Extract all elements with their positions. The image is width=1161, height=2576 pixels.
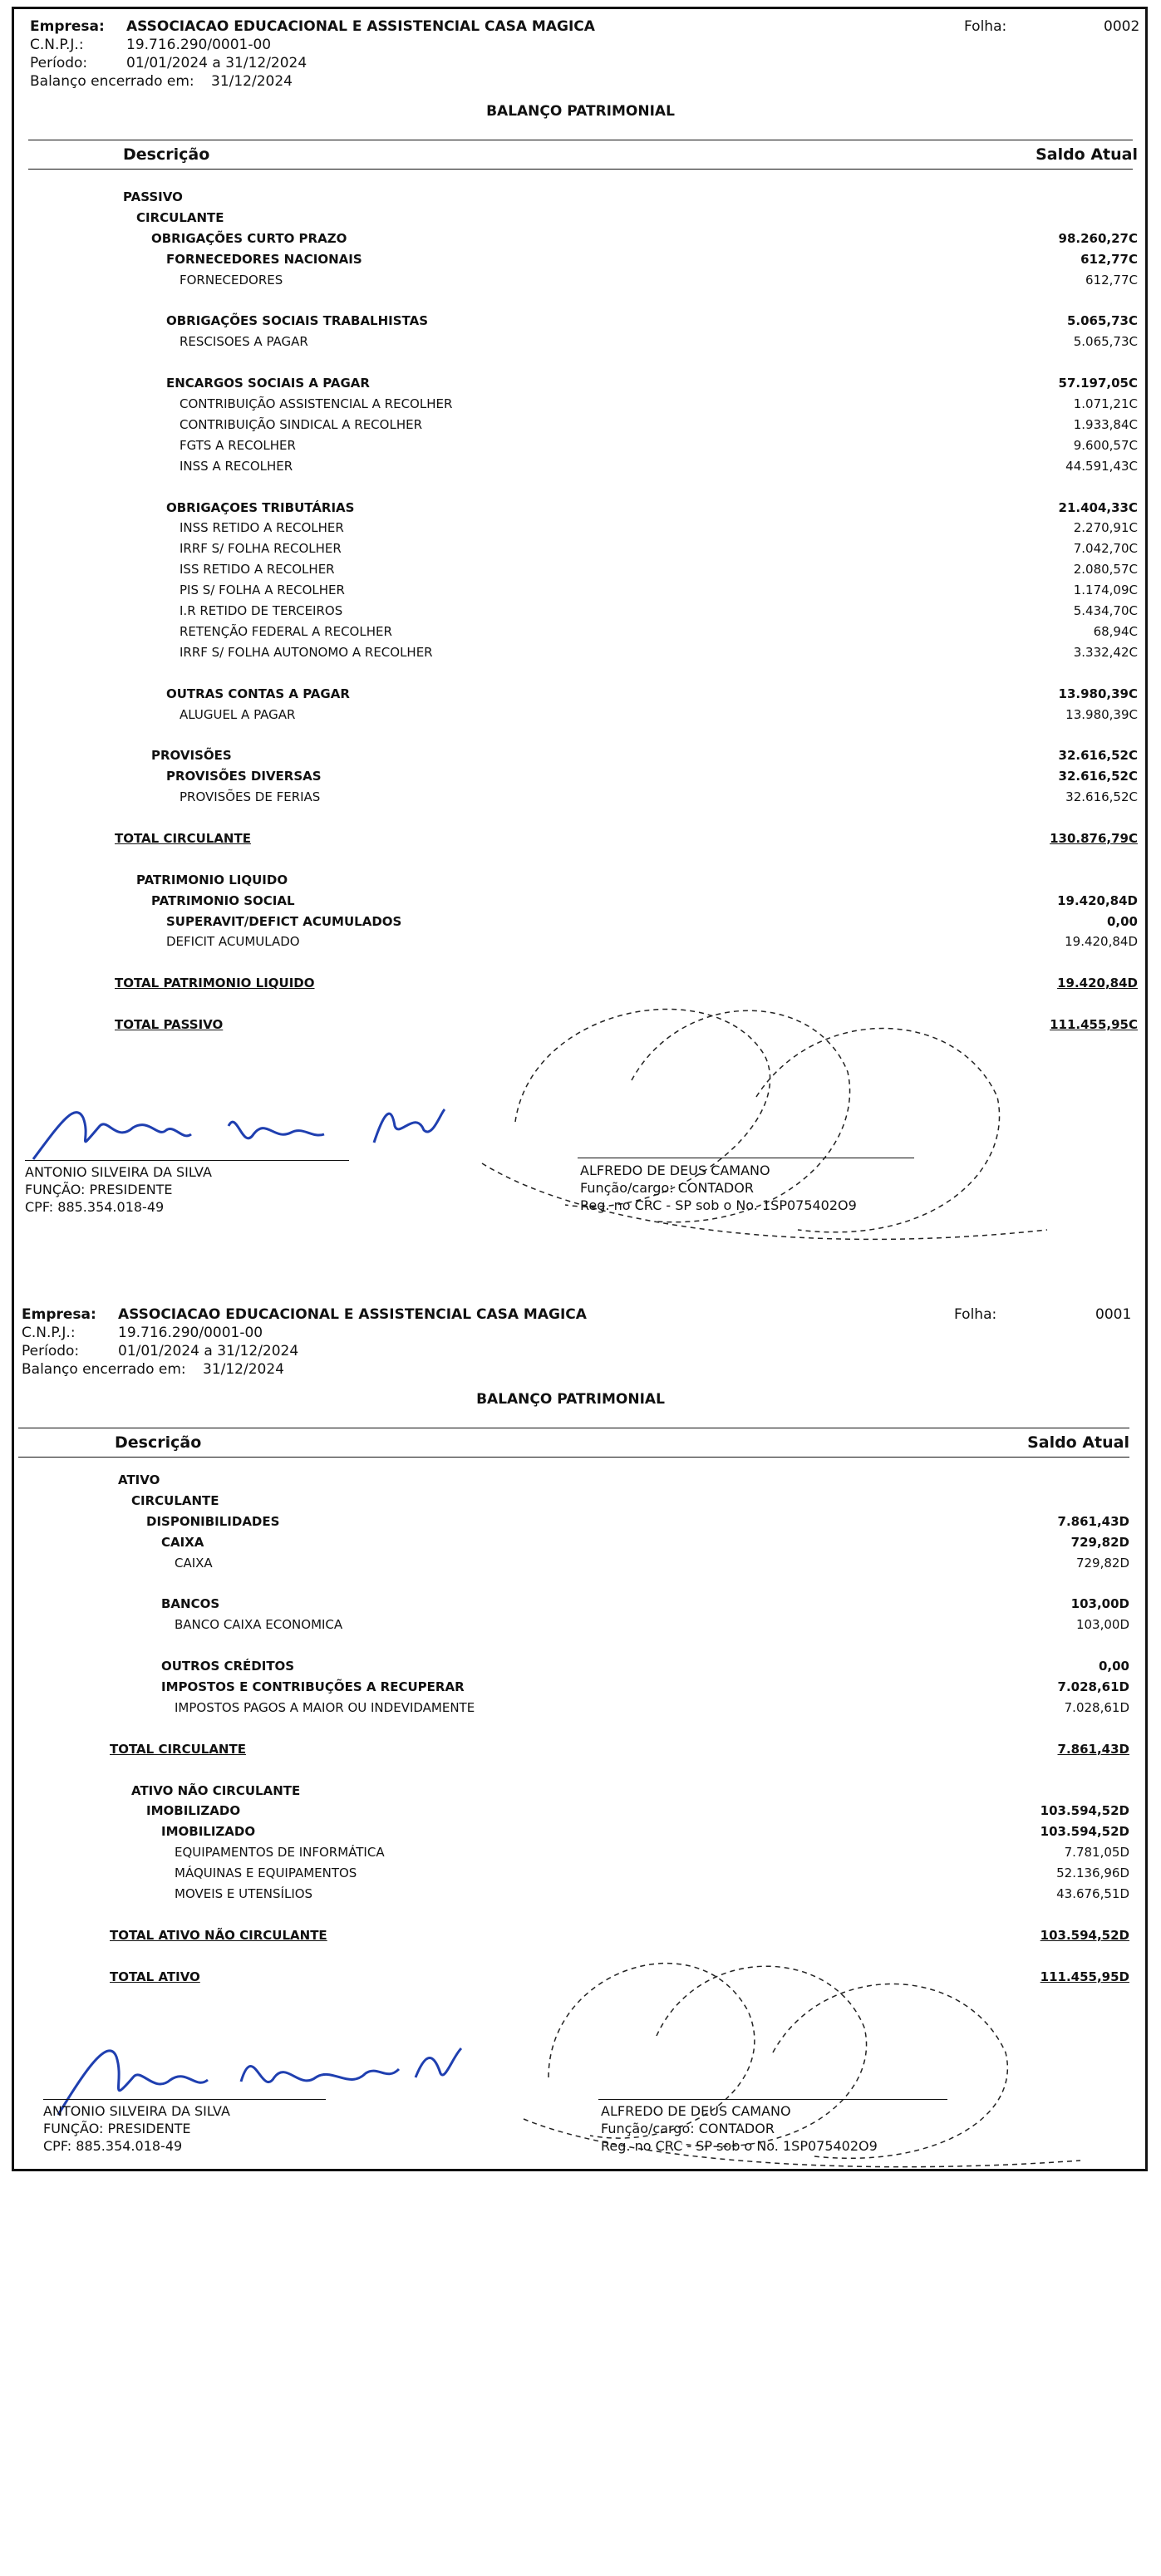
ledger-row	[0, 273, 1161, 294]
row-description: CIRCULANTE	[136, 209, 224, 225]
cnpj-row-2	[22, 1325, 263, 1341]
row-description: DISPONIBILIDADES	[146, 1513, 280, 1529]
periodo-row-2	[22, 1343, 298, 1359]
periodo-row	[30, 55, 307, 71]
row-description: FORNECEDORES NACIONAIS	[166, 251, 362, 267]
row-description: TOTAL PATRIMONIO LIQUIDO	[115, 976, 315, 991]
ledger-row	[0, 1514, 1161, 1536]
folha-number-2: 0001	[1095, 1306, 1132, 1323]
row-saldo: 32.616,52C	[1065, 789, 1138, 805]
encerrado-row	[30, 73, 293, 90]
row-description: INSS A RECOLHER	[180, 458, 293, 474]
row-saldo: 103,00D	[1070, 1596, 1129, 1612]
ledger-row	[0, 210, 1161, 232]
row-saldo: 1.174,09C	[1073, 583, 1138, 598]
periodo-label-2: Período:	[22, 1343, 80, 1359]
row-saldo: 44.591,43C	[1065, 458, 1138, 474]
row-description: FORNECEDORES	[180, 272, 283, 288]
cnpj-value: 19.716.290/0001-00	[126, 37, 272, 53]
row-saldo: 7.781,05D	[1064, 1845, 1129, 1861]
row-description: ISS RETIDO A RECOLHER	[180, 562, 335, 578]
ledger-row	[0, 831, 1161, 853]
sheet-folha-0001	[0, 1296, 1161, 2576]
row-description: EQUIPAMENTOS DE INFORMÁTICA	[175, 1845, 385, 1861]
row-saldo: 9.600,57C	[1073, 437, 1138, 453]
row-description: MOVEIS E UTENSÍLIOS	[175, 1886, 313, 1901]
signer-reg-right: Reg. no CRC - SP sob o No. 1SP075402O9	[580, 1197, 857, 1213]
row-description: TOTAL ATIVO NÃO CIRCULANTE	[110, 1927, 327, 1943]
ledger-row	[0, 189, 1161, 211]
row-saldo: 5.434,70C	[1073, 603, 1138, 618]
signature-alfredo-scribble	[465, 956, 1147, 1271]
ledger-row	[0, 1679, 1161, 1701]
ledger-row	[0, 934, 1161, 956]
row-description: PROVISÕES DIVERSAS	[166, 769, 322, 784]
row-saldo: 7.042,70C	[1073, 541, 1138, 557]
ledger-row	[0, 1556, 1161, 1577]
row-description: CIRCULANTE	[131, 1492, 219, 1508]
encerrado-label: Balanço encerrado em:	[30, 73, 194, 90]
signature-right-block	[580, 1162, 857, 1214]
row-description: ATIVO NÃO CIRCULANTE	[131, 1782, 301, 1798]
row-saldo: 1.933,84C	[1073, 416, 1138, 432]
ledger-row	[0, 1742, 1161, 1763]
ledger-row	[0, 1700, 1161, 1722]
row-description: IMPOSTOS PAGOS A MAIOR OU INDEVIDAMENTE	[175, 1699, 475, 1715]
ledger-row	[0, 1783, 1161, 1805]
signer-name-left-2: ANTONIO SILVEIRA DA SILVA	[43, 2103, 230, 2119]
row-description: SUPERAVIT/DEFICT ACUMULADOS	[166, 913, 402, 929]
signer-cpf-left-2: CPF: 885.354.018-49	[43, 2138, 183, 2154]
row-description: RETENÇÃO FEDERAL A RECOLHER	[180, 623, 392, 639]
row-saldo: 98.260,27C	[1058, 230, 1138, 246]
row-description: CONTRIBUIÇÃO ASSISTENCIAL A RECOLHER	[180, 396, 453, 411]
row-saldo: 111.455,95C	[1050, 1017, 1138, 1032]
row-saldo: 19.420,84D	[1065, 934, 1138, 950]
row-saldo: 21.404,33C	[1058, 499, 1138, 515]
row-description: IMOBILIZADO	[146, 1803, 241, 1819]
ledger-row	[0, 334, 1161, 356]
ledger-row	[0, 520, 1161, 542]
row-saldo: 13.980,39C	[1058, 686, 1138, 701]
ledger-row	[0, 810, 1161, 832]
ledger-row	[0, 1803, 1161, 1825]
ledger-row	[0, 748, 1161, 769]
row-saldo: 612,77C	[1085, 272, 1138, 288]
cnpj-label-2: C.N.P.J.:	[22, 1325, 76, 1341]
row-description: FGTS A RECOLHER	[180, 437, 296, 453]
row-description: IRRF S/ FOLHA RECOLHER	[180, 541, 342, 557]
signer-role-right-2: Função/cargo: CONTADOR	[601, 2121, 775, 2136]
ledger-row	[0, 231, 1161, 253]
signer-name-left: ANTONIO SILVEIRA DA SILVA	[25, 1164, 212, 1180]
cnpj-label: C.N.P.J.:	[30, 37, 84, 53]
ledger-row	[0, 1493, 1161, 1515]
row-description: PROVISÕES	[151, 748, 232, 764]
ledger-row	[0, 396, 1161, 418]
row-description: ALUGUEL A PAGAR	[180, 706, 296, 722]
page-title-2: BALANÇO PATRIMONIAL	[476, 1391, 665, 1408]
encerrado-value: 31/12/2024	[211, 73, 293, 90]
signer-cpf-left: CPF: 885.354.018-49	[25, 1199, 165, 1215]
ledger-row	[0, 1659, 1161, 1680]
ledger-row	[0, 893, 1161, 915]
ledger-row	[0, 541, 1161, 563]
row-saldo: 2.270,91C	[1073, 520, 1138, 536]
row-description: TOTAL CIRCULANTE	[110, 1741, 246, 1757]
ledger-row	[0, 727, 1161, 749]
row-saldo: 2.080,57C	[1073, 562, 1138, 578]
row-saldo: 57.197,05C	[1058, 376, 1138, 391]
signer-role-left: FUNÇÃO: PRESIDENTE	[25, 1182, 173, 1197]
col-saldo-atual: Saldo Atual	[1036, 145, 1138, 164]
empresa-name-2: ASSOCIACAO EDUCACIONAL E ASSISTENCIAL CASA MAGICA	[118, 1306, 587, 1323]
ledger-row	[0, 376, 1161, 397]
page-title: BALANÇO PATRIMONIAL	[486, 103, 675, 120]
ledger-row	[0, 459, 1161, 480]
row-saldo: 7.028,61D	[1064, 1699, 1129, 1715]
row-description: RESCISOES A PAGAR	[180, 334, 308, 350]
ledger-row	[0, 1866, 1161, 1887]
folha-label-2: Folha:	[954, 1306, 997, 1323]
signature-line-left-2	[43, 2099, 326, 2100]
row-description: PATRIMONIO LIQUIDO	[136, 872, 288, 887]
encerrado-label-2: Balanço encerrado em:	[22, 1361, 186, 1378]
row-saldo: 5.065,73C	[1066, 313, 1138, 329]
row-saldo: 103.594,52D	[1040, 1824, 1129, 1840]
ledger-row	[0, 666, 1161, 687]
periodo-value-2: 01/01/2024 a 31/12/2024	[118, 1343, 299, 1359]
ledger-row	[0, 603, 1161, 625]
row-saldo: 0,00	[1098, 1659, 1129, 1674]
empresa-label-2: Empresa:	[22, 1306, 96, 1323]
row-description: MÁQUINAS E EQUIPAMENTOS	[175, 1866, 357, 1881]
signer-reg-right-2: Reg. no CRC - SP sob o No. 1SP075402O9	[601, 2138, 878, 2154]
row-description: BANCOS	[161, 1596, 220, 1612]
row-description: OUTROS CRÉDITOS	[161, 1659, 295, 1674]
ledger-row	[0, 852, 1161, 873]
ledger-row	[0, 1824, 1161, 1846]
row-description: PROVISÕES DE FERIAS	[180, 789, 321, 805]
row-saldo: 103.594,52D	[1040, 1927, 1129, 1943]
header-rule-bottom-2	[18, 1457, 1129, 1458]
ledger-row	[0, 417, 1161, 439]
signature-line-left	[25, 1160, 349, 1161]
empresa-row	[30, 18, 595, 35]
ledger-row	[0, 645, 1161, 666]
row-description: TOTAL ATIVO	[110, 1969, 200, 1984]
row-saldo: 52.136,96D	[1056, 1866, 1129, 1881]
ledger-row	[0, 583, 1161, 604]
row-saldo: 32.616,52C	[1058, 769, 1138, 784]
row-description: CAIXA	[175, 1555, 213, 1571]
row-saldo: 7.028,61D	[1057, 1679, 1129, 1694]
ledger-row	[0, 1845, 1161, 1866]
row-saldo: 130.876,79C	[1050, 830, 1138, 846]
row-saldo: 3.332,42C	[1073, 644, 1138, 660]
row-saldo: 19.420,84D	[1057, 892, 1138, 908]
row-saldo: 13.980,39C	[1065, 706, 1138, 722]
row-saldo: 103.594,52D	[1040, 1803, 1129, 1819]
row-saldo: 729,82D	[1075, 1555, 1129, 1571]
ledger-row	[0, 479, 1161, 501]
ledger-row	[0, 1721, 1161, 1743]
ledger-row	[0, 686, 1161, 708]
header-rule-bottom	[28, 169, 1133, 170]
empresa-label: Empresa:	[30, 18, 105, 35]
folha-number: 0002	[1104, 18, 1140, 35]
ledger-row	[0, 1762, 1161, 1784]
ledger-row	[0, 438, 1161, 460]
row-description: ENCARGOS SOCIAIS A PAGAR	[166, 376, 370, 391]
periodo-value: 01/01/2024 a 31/12/2024	[126, 55, 307, 71]
ledger-row	[0, 1472, 1161, 1494]
ledger-row	[0, 313, 1161, 335]
sheet-folha-0002	[0, 0, 1161, 1280]
row-description: IMOBILIZADO	[161, 1824, 256, 1840]
row-description: OBRIGAÇOES TRIBUTÁRIAS	[166, 499, 355, 515]
row-description: OBRIGAÇÕES SOCIAIS TRABALHISTAS	[166, 313, 429, 329]
signer-name-right-2: ALFREDO DE DEUS CAMANO	[601, 2103, 791, 2119]
col-descricao: Descrição	[123, 145, 210, 164]
signer-role-left-2: FUNÇÃO: PRESIDENTE	[43, 2121, 191, 2136]
row-saldo: 5.065,73C	[1073, 334, 1138, 350]
signature-left-block	[25, 1163, 212, 1216]
folha-label: Folha:	[964, 18, 1007, 35]
col-descricao-2: Descrição	[115, 1433, 202, 1452]
row-description: PIS S/ FOLHA A RECOLHER	[180, 583, 345, 598]
ledger-row	[0, 769, 1161, 790]
col-saldo-atual-2: Saldo Atual	[1027, 1433, 1129, 1452]
encerrado-value-2: 31/12/2024	[203, 1361, 284, 1378]
row-description: IMPOSTOS E CONTRIBUÇÕES A RECUPERAR	[161, 1679, 465, 1694]
row-description: INSS RETIDO A RECOLHER	[180, 520, 344, 536]
row-description: CONTRIBUIÇÃO SINDICAL A RECOLHER	[180, 416, 422, 432]
row-description: OUTRAS CONTAS A PAGAR	[166, 686, 350, 701]
row-description: DEFICIT ACUMULADO	[166, 934, 300, 950]
signature-left-block-2	[43, 2102, 230, 2155]
ledger-row	[0, 873, 1161, 894]
row-saldo: 68,94C	[1093, 623, 1138, 639]
ledger-row	[0, 1617, 1161, 1639]
row-saldo: 32.616,52C	[1058, 748, 1138, 764]
row-description: BANCO CAIXA ECONOMICA	[175, 1617, 343, 1633]
ledger-row	[0, 500, 1161, 522]
row-description: PASSIVO	[123, 189, 183, 204]
row-description: CAIXA	[161, 1534, 204, 1550]
signature-line-right-2	[598, 2099, 947, 2100]
cnpj-row	[30, 37, 271, 53]
ledger-row	[0, 1638, 1161, 1659]
empresa-row-2	[22, 1306, 587, 1323]
ledger-row	[0, 1535, 1161, 1556]
ledger-row	[0, 707, 1161, 729]
row-saldo: 729,82D	[1070, 1534, 1129, 1550]
ledger-row	[0, 624, 1161, 646]
encerrado-row-2	[22, 1361, 284, 1378]
ledger-row	[0, 252, 1161, 273]
cnpj-value-2: 19.716.290/0001-00	[118, 1325, 263, 1341]
signer-name-right: ALFREDO DE DEUS CAMANO	[580, 1163, 770, 1178]
row-description: PATRIMONIO SOCIAL	[151, 892, 295, 908]
ledger-row	[0, 914, 1161, 936]
row-saldo: 111.455,95D	[1040, 1969, 1129, 1984]
row-saldo: 7.861,43D	[1057, 1513, 1129, 1529]
ledger-row	[0, 293, 1161, 315]
signature-right-block-2	[601, 2102, 878, 2155]
row-saldo: 103,00D	[1075, 1617, 1129, 1633]
row-description: TOTAL PASSIVO	[115, 1017, 224, 1032]
row-description: TOTAL CIRCULANTE	[115, 830, 251, 846]
ledger-row	[0, 1576, 1161, 1598]
row-description: IRRF S/ FOLHA AUTONOMO A RECOLHER	[180, 644, 433, 660]
signer-role-right: Função/cargo: CONTADOR	[580, 1180, 754, 1196]
ledger-row	[0, 789, 1161, 811]
row-saldo: 43.676,51D	[1056, 1886, 1129, 1901]
signature-antonio-scribble	[25, 1093, 490, 1168]
row-description: ATIVO	[118, 1472, 160, 1487]
ledger-row	[0, 355, 1161, 376]
row-description: I.R RETIDO DE TERCEIROS	[180, 603, 343, 618]
empresa-name: ASSOCIACAO EDUCACIONAL E ASSISTENCIAL CASA MAGICA	[126, 18, 595, 35]
row-saldo: 612,77C	[1080, 251, 1138, 267]
row-saldo: 0,00	[1106, 913, 1138, 929]
row-saldo: 1.071,21C	[1073, 396, 1138, 411]
periodo-label: Período:	[30, 55, 88, 71]
ledger-row	[0, 1596, 1161, 1618]
row-description: OBRIGAÇÕES CURTO PRAZO	[151, 230, 347, 246]
row-saldo: 7.861,43D	[1057, 1741, 1129, 1757]
row-saldo: 19.420,84D	[1057, 976, 1138, 991]
ledger-row	[0, 562, 1161, 583]
